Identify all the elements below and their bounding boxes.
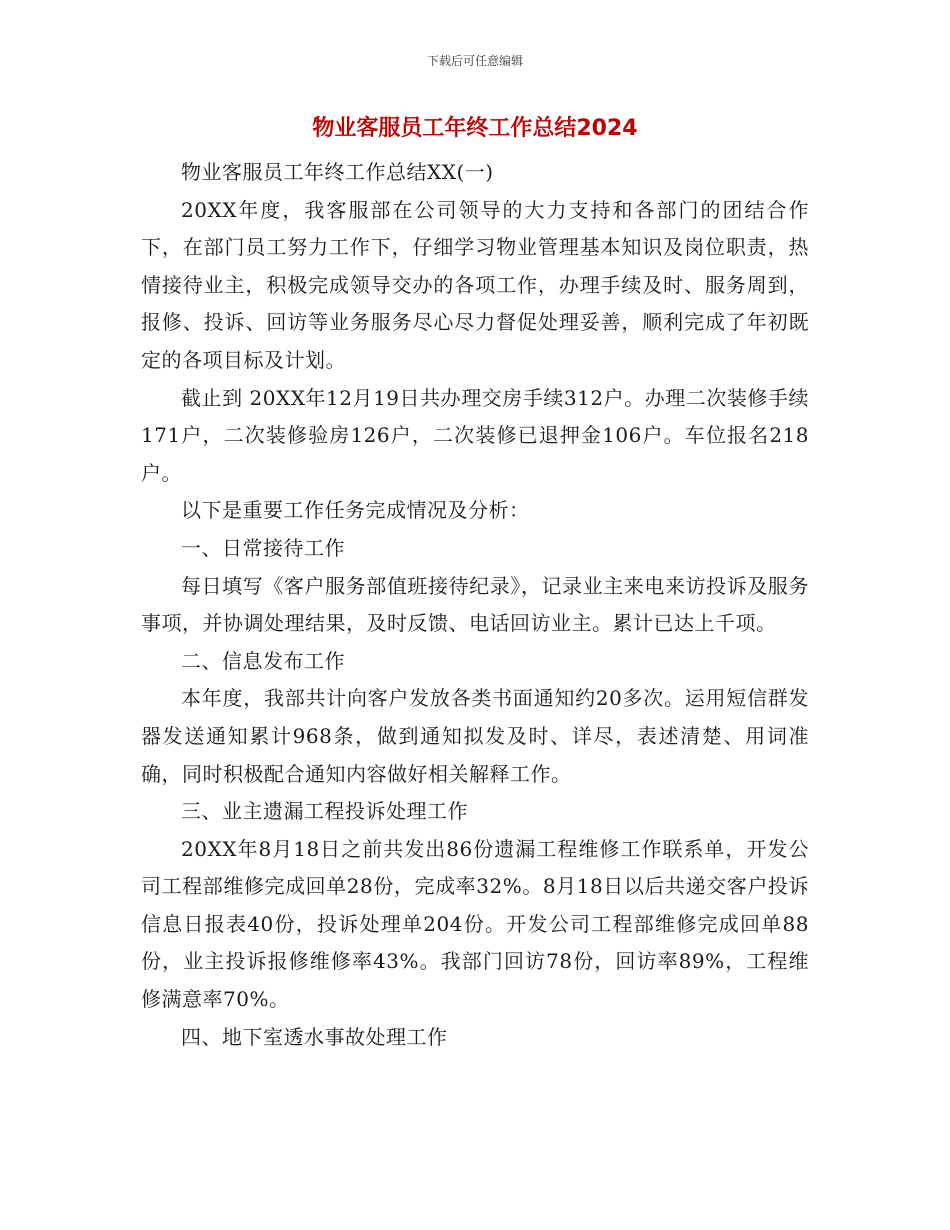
section-heading-complaints: 三、业主遗漏工程投诉处理工作 bbox=[181, 799, 468, 824]
document-body bbox=[141, 154, 809, 1056]
paragraph-statistics: 截止到 20XX年12月19日共办理交房手续312户。办理二次装修手续171户，二次装修验房126户，二次装修已退押金106户。车位报名218户。 bbox=[141, 385, 809, 485]
paragraph-intro: 20XX年度，我客服部在公司领导的大力支持和各部门的团结合作下，在部门员工努力工作下，仔细学习物业管理基本知识及岗位职责，热情接待业主，积极完成领导交办的各项工作，办理手续及时、服务周到，报修、投诉、回访等业务服务尽心尽力督促处理妥善，顺利完成了年初既定的各项目标及计划。 bbox=[141, 197, 809, 372]
paragraph-subtitle: 物业客服员工年终工作总结XX(一) bbox=[181, 160, 494, 184]
paragraph-notices: 本年度，我部共计向客户发放各类书面通知约20多次。运用短信群发器发送通知累计968条，做到通知拟发及时、详尽，表述清楚、用词准确，同时积极配合通知内容做好相关解释工作。 bbox=[141, 686, 809, 786]
paragraph-complaints: 20XX年8月18日之前共发出86份遗漏工程维修工作联系单，开发公司工程部维修完成回单28份，完成率32%。8月18日以后共递交客户投诉信息日报表40份，投诉处理单204份。开发公司工程部维修完成回单88份，业主投诉报修维修率43%。我部门回访78份，回访率89%，工程维修满意率70%。 bbox=[141, 836, 809, 1012]
section-heading-notices: 二、信息发布工作 bbox=[181, 648, 345, 673]
section-heading-basement: 四、地下室透水事故处理工作 bbox=[181, 1024, 448, 1049]
paragraph-reception: 每日填写《客户服务部值班接待纪录》，记录业主来电来访投诉及服务事项，并协调处理结果，及时反馈、电话回访业主。累计已达上千项。 bbox=[141, 573, 809, 636]
paragraph-overview: 以下是重要工作任务完成情况及分析： bbox=[181, 498, 530, 523]
section-heading-reception: 一、日常接待工作 bbox=[181, 535, 345, 560]
document-title: 物业客服员工年终工作总结2024 bbox=[312, 116, 638, 141]
page-header: 下载后可任意编辑 bbox=[426, 54, 523, 68]
